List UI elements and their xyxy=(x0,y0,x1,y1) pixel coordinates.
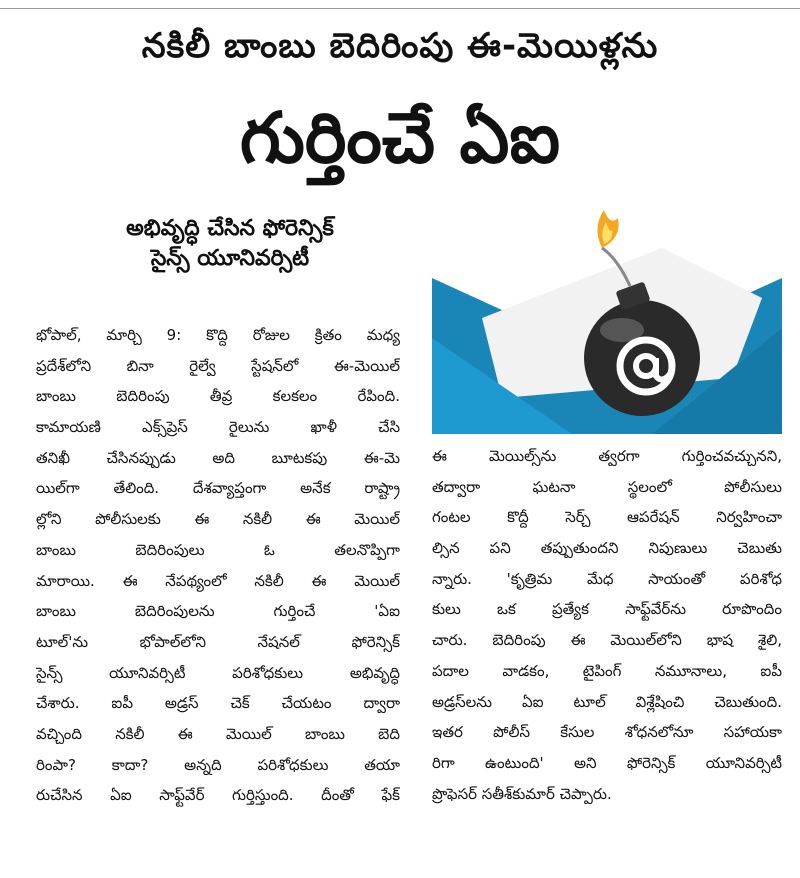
body-line: ల్లోని పోలీసులకు ఈ నకిలీ ఈ మెయిల్ xyxy=(36,510,400,529)
subheadline-line-2: సైన్స్ యూనివర్సిటీ xyxy=(150,246,310,271)
body-column-left xyxy=(36,320,400,811)
body-line: అడ్రస్‌లను ఏఐ టూల్ విశ్లేషించి చెబుతుంది. xyxy=(432,692,782,711)
body-line: మారాయి. ఈ నేపథ్యంలో నకిలీ ఈ మెయిల్ xyxy=(36,571,400,590)
body-line: బాంబు బెదిరింపు తీవ్ర కలకలం రేపింది. xyxy=(36,387,400,406)
body-line: యిల్‌గా తేలింది. దేశవ్యాప్తంగా అనేక రాష్ట్రా xyxy=(36,479,400,498)
body-line: చారు. బెదిరింపు ఈ మెయిల్‌లోని భాష శైలి, xyxy=(432,631,782,650)
body-line: చేశారు. ఐపీ అడ్రస్ చెక్ చేయటం ద్వారా xyxy=(36,694,400,713)
body-line: తద్వారా ఘటనా స్థలంలో పోలీసులు xyxy=(432,477,782,496)
body-line: ఇతర పోలీస్ కేసుల శోధనలోనూ సహాయకా xyxy=(432,723,782,742)
body-line: సైన్స్ యూనివర్సిటీ పరిశోధకులు అభివృద్ధి xyxy=(36,663,400,682)
body-line: కామాయణి ఎక్స్‌ప్రెస్ రైలును ఖాళీ చేసి xyxy=(36,418,400,437)
body-line: ప్రదేశ్‌లోని బినా రైల్వే స్టేషన్‌లో ఈ-మెయిల్ xyxy=(36,356,400,375)
bomb-email-icon xyxy=(432,208,782,434)
body-line: టూల్'ను భోపాల్‌లోని నేషనల్ ఫోరెన్సిక్ xyxy=(36,632,400,651)
body-line: రుచేసిన ఏఐ సాఫ్ట్‌వేర్ గుర్తిస్తుంది. దీంతో ఫేక్ xyxy=(36,786,400,805)
body-line: వచ్చింది నకిలీ ఈ మెయిల్ బాంబు బెది xyxy=(36,724,400,743)
headline-line-2: గుర్తించే ఏఐ xyxy=(239,97,561,179)
body-line: ఈ మెయిల్స్‌ను త్వరగా గుర్తించవచ్చునని, xyxy=(432,447,782,465)
body-line: తనిఖీ చేసినప్పుడు అది బూటకపు ఈ-మె xyxy=(36,448,400,467)
body-line: బాంబు బెదిరింపులను గుర్తించే 'ఏఐ xyxy=(36,602,400,621)
body-line: ల్సిన పని తప్పుతుందని నిపుణులు చెబుతు xyxy=(432,539,782,558)
bomb-email-illustration xyxy=(432,208,782,434)
body-line: న్నారు. 'కృత్రిమ మేధ సాయంతో పరిశోధ xyxy=(432,569,782,588)
body-line: రింపా? కాదా? అన్నది పరిశోధకులు తయా xyxy=(36,755,400,774)
body-column-right xyxy=(432,441,782,809)
body-line: గంటల కొద్దీ సెర్చ్ ఆపరేషన్ నిర్వహించా xyxy=(432,508,782,527)
body-line: భోపాల్, మార్చి 9: కొద్ది రోజుల క్రితం మధ్య xyxy=(36,326,400,344)
body-line: బాంబు బెదిరింపులు ఓ తలనొప్పిగా xyxy=(36,540,400,559)
top-rule xyxy=(0,8,800,9)
subheadline xyxy=(40,214,420,274)
body-line: కులు ఒక ప్రత్యేక సాఫ్ట్‌వేర్‌ను రూపొందిం xyxy=(432,600,782,619)
body-line: పదాల వాడకం, టైపింగ్ నమూనాలు, ఐపీ xyxy=(432,661,782,680)
body-line: రిగా ఉంటుంది' అని ఫోరెన్సిక్ యూనివర్సిటీ xyxy=(432,753,782,772)
subheadline-line-1: అభివృద్ధి చేసిన ఫోరెన్సిక్ xyxy=(126,216,334,241)
headline-line-1: నకిలీ బాంబు బెదిరింపు ఈ-మెయిళ్లను xyxy=(141,26,659,66)
body-line: ప్రొఫెసర్ సతీశ్‌కుమార్ చెప్పారు. xyxy=(432,784,612,803)
